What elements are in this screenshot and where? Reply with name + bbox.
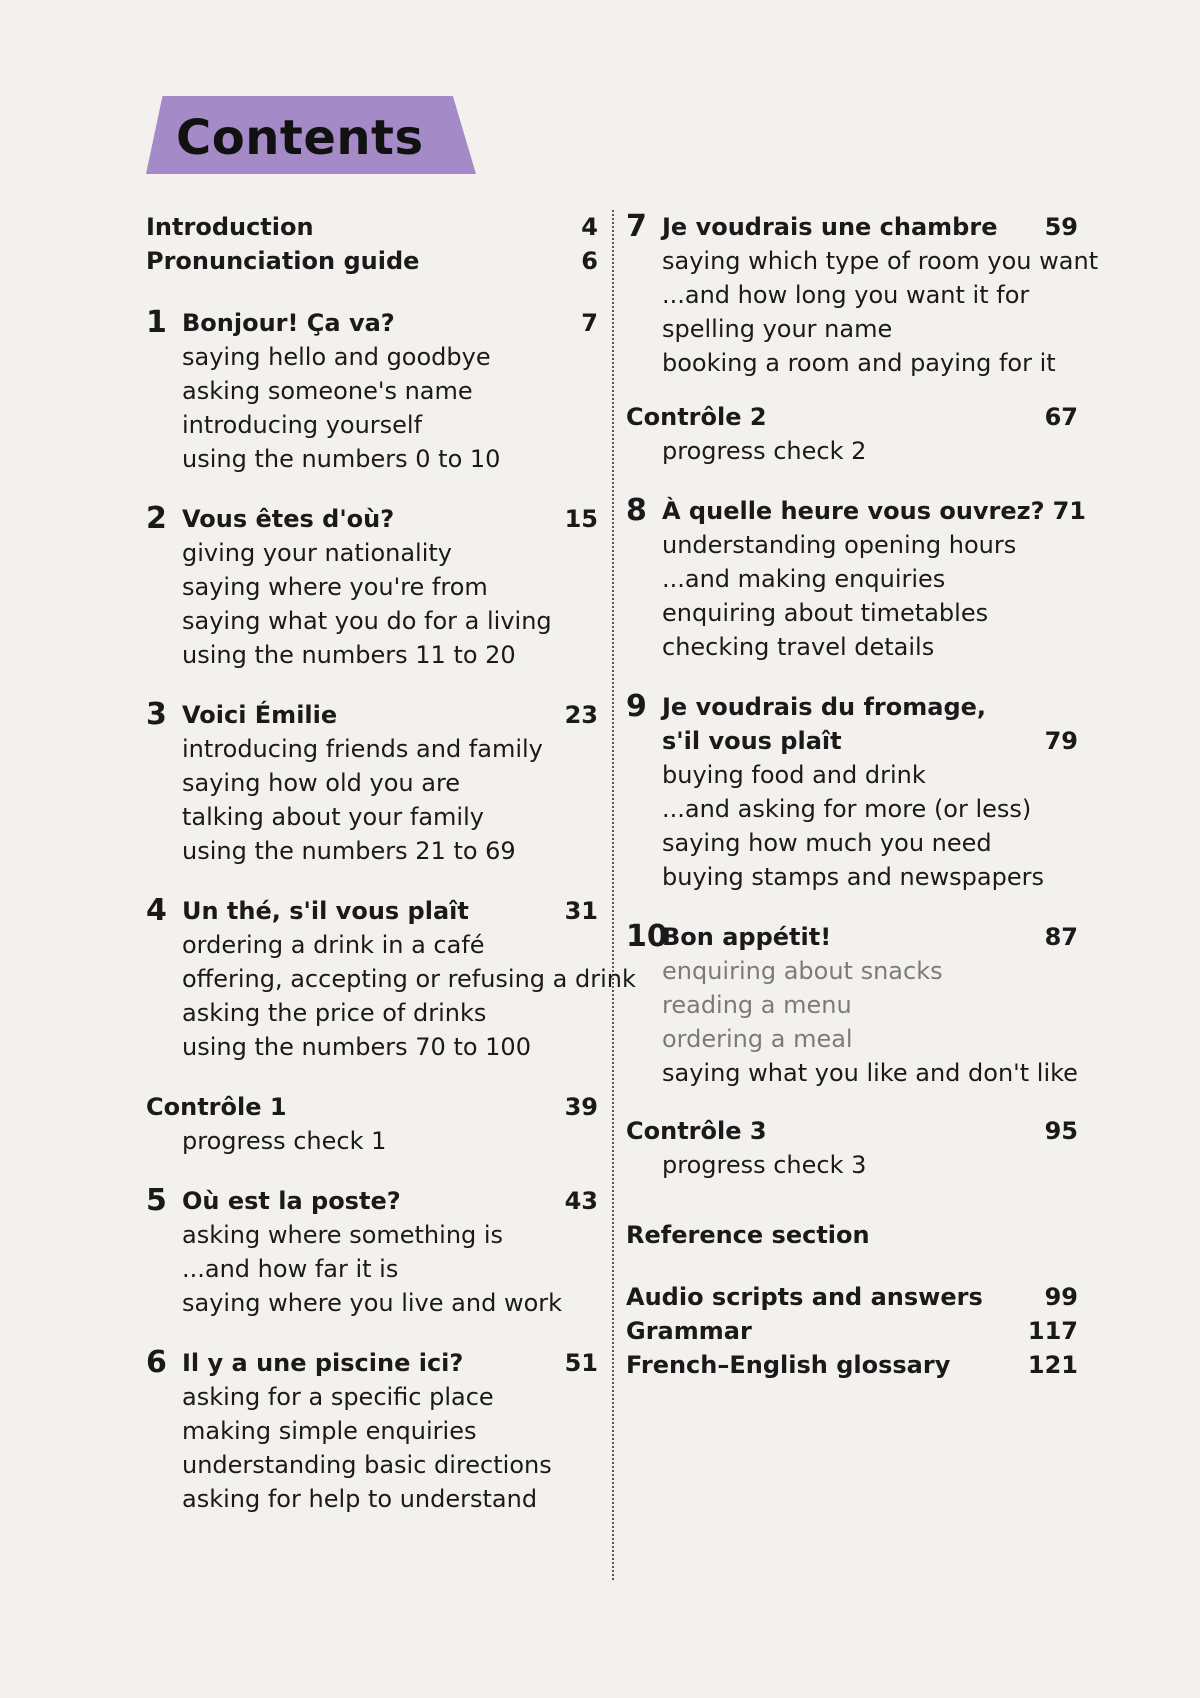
toc-entry[interactable]: [626, 400, 1078, 468]
page-number: 121: [1027, 1351, 1078, 1379]
page-number: 99: [1044, 1283, 1078, 1311]
entry-subitem: understanding opening hours: [662, 531, 1017, 559]
entry-subitem: enquiring about timetables: [662, 599, 989, 627]
chapter-number: 9: [626, 689, 647, 724]
toc-entry[interactable]: [146, 893, 636, 1064]
entry-subitem: introducing yourself: [182, 411, 423, 439]
entry-subitem: ...and how long you want it for: [662, 281, 1030, 309]
page-number: 43: [564, 1187, 598, 1215]
toc-entry-row: [146, 502, 598, 536]
toc-entry[interactable]: [626, 1280, 1078, 1314]
entry-subitem: checking travel details: [662, 633, 935, 661]
page-number: 6: [581, 247, 598, 275]
entry-subitem: booking a room and paying for it: [662, 349, 1056, 377]
entry-subitem: asking for help to understand: [182, 1485, 538, 1513]
toc-entry-row: [626, 400, 1078, 434]
entry-subitem: asking someone's name: [182, 377, 473, 405]
entry-subitem: saying where you're from: [182, 573, 488, 601]
entry-title[interactable]: Un thé, s'il vous plaît: [182, 897, 469, 925]
entry-subitem: asking for a specific place: [182, 1383, 494, 1411]
right-column: [626, 209, 1099, 1382]
entry-title[interactable]: Il y a une piscine ici?: [182, 1349, 464, 1377]
chapter-number: 7: [626, 209, 647, 244]
entry-title[interactable]: Je voudrais une chambre: [662, 213, 998, 241]
page-number: 7: [581, 309, 598, 337]
entry-subitem: asking where something is: [182, 1221, 504, 1249]
entry-subitem: giving your nationality: [182, 539, 452, 567]
entry-subitem: ...and how far it is: [182, 1255, 399, 1283]
entry-title[interactable]: Où est la poste?: [182, 1187, 401, 1215]
toc-entry-row: [146, 244, 598, 278]
toc-entry-row: [626, 1314, 1078, 1348]
page-number: 23: [564, 701, 598, 729]
chapter-number: 1: [146, 305, 167, 340]
page-number: 71: [1052, 497, 1086, 525]
entry-subitem: buying food and drink: [662, 761, 926, 789]
entry-subitem: reading a menu: [662, 991, 852, 1019]
entry-subitem: ...and asking for more (or less): [662, 795, 1032, 823]
page-number: 4: [581, 213, 598, 241]
entry-subitem: using the numbers 11 to 20: [182, 641, 516, 669]
entry-subitem: asking the price of drinks: [182, 999, 487, 1027]
page-number: 79: [1044, 727, 1078, 755]
entry-subitem: progress check 1: [182, 1127, 387, 1155]
toc-entry[interactable]: [146, 1346, 598, 1516]
toc-entry-row: [626, 210, 1078, 244]
entry-subitem: offering, accepting or refusing a drink: [182, 965, 636, 993]
toc-entry-row: [146, 306, 598, 340]
page-number: 15: [564, 505, 598, 533]
entry-title[interactable]: Contrôle 1: [146, 1093, 287, 1121]
chapter-number: 10: [626, 919, 668, 954]
chapter-number: 5: [146, 1183, 167, 1218]
entry-subitem: buying stamps and newspapers: [662, 863, 1044, 891]
toc-entry-row: [626, 1280, 1078, 1314]
entry-title[interactable]: Bonjour! Ça va?: [182, 309, 395, 337]
entry-subitem: progress check 2: [662, 437, 867, 465]
entry-title[interactable]: Contrôle 3: [626, 1117, 767, 1145]
page-number: 67: [1044, 403, 1078, 431]
entry-subitem: ordering a meal: [662, 1025, 853, 1053]
left-column: [146, 210, 636, 1516]
toc-entry[interactable]: [146, 502, 598, 672]
entry-subitem: saying where you live and work: [182, 1289, 563, 1317]
entry-subitem: using the numbers 0 to 10: [182, 445, 501, 473]
page-number: 59: [1044, 213, 1078, 241]
entry-title[interactable]: À quelle heure vous ouvrez?: [662, 497, 1045, 525]
page-number: 31: [564, 897, 598, 925]
toc-entry-row: [146, 698, 598, 732]
toc-entry-row: [626, 920, 1078, 954]
toc-entry[interactable]: [146, 698, 598, 868]
dotted-divider: [612, 210, 614, 1580]
toc-entry[interactable]: [626, 1114, 1078, 1182]
entry-title[interactable]: Audio scripts and answers: [626, 1283, 983, 1311]
toc-entry[interactable]: [626, 209, 1099, 380]
toc-entry-row: [626, 1114, 1078, 1148]
toc-entry[interactable]: [626, 1218, 1078, 1252]
entry-title[interactable]: Pronunciation guide: [146, 247, 420, 275]
toc-entry-row: [626, 1218, 1078, 1252]
entry-subitem: saying which type of room you want: [662, 247, 1099, 275]
toc-entry-row: [626, 724, 1078, 758]
toc-entry[interactable]: [146, 1090, 598, 1158]
toc-entry-row: [146, 1346, 598, 1380]
entry-subitem: saying what you like and don't like: [662, 1059, 1078, 1087]
toc-entry[interactable]: [146, 1184, 598, 1320]
toc-entry-row: [146, 210, 598, 244]
page-number: 95: [1044, 1117, 1078, 1145]
entry-subitem: understanding basic directions: [182, 1451, 552, 1479]
entry-title[interactable]: Bon appétit!: [662, 923, 832, 951]
entry-title[interactable]: French–English glossary: [626, 1351, 951, 1379]
chapter-number: 2: [146, 501, 167, 536]
entry-subitem: using the numbers 70 to 100: [182, 1033, 531, 1061]
toc-entry[interactable]: [146, 306, 598, 476]
entry-subitem: saying how old you are: [182, 769, 461, 797]
entry-title[interactable]: Je voudrais du fromage,: [662, 693, 987, 721]
toc-entry-row: [626, 690, 1078, 724]
page-number: 87: [1044, 923, 1078, 951]
entry-subitem: ...and making enquiries: [662, 565, 946, 593]
entry-title[interactable]: Introduction: [146, 213, 314, 241]
chapter-number: 6: [146, 1345, 167, 1380]
entry-subitem: enquiring about snacks: [662, 957, 943, 985]
entry-subitem: spelling your name: [662, 315, 893, 343]
toc-entry-row: [146, 1090, 598, 1124]
entry-title[interactable]: Voici Émilie: [182, 701, 338, 729]
entry-subitem: using the numbers 21 to 69: [182, 837, 516, 865]
entry-subitem: saying what you do for a living: [182, 607, 552, 635]
entry-subitem: progress check 3: [662, 1151, 867, 1179]
entry-subitem: making simple enquiries: [182, 1417, 477, 1445]
entry-subitem: talking about your family: [182, 803, 484, 831]
entry-title[interactable]: Contrôle 2: [626, 403, 767, 431]
contents-heading: Contents: [176, 110, 424, 166]
entry-title[interactable]: Grammar: [626, 1317, 752, 1345]
chapter-number: 4: [146, 893, 167, 928]
toc-entry[interactable]: [626, 920, 1078, 1090]
toc-entry[interactable]: [146, 210, 598, 244]
entry-subitem: saying how much you need: [662, 829, 992, 857]
toc-entry-row: [626, 493, 1086, 528]
entry-title[interactable]: Vous êtes d'où?: [182, 505, 395, 533]
toc-entry[interactable]: [626, 1314, 1078, 1348]
toc-entry[interactable]: [626, 493, 1086, 664]
toc-entry[interactable]: [146, 244, 598, 278]
entry-subitem: saying hello and goodbye: [182, 343, 491, 371]
chapter-number: 8: [626, 493, 647, 528]
entry-title-line2[interactable]: s'il vous plaît: [662, 727, 842, 755]
page-number: 117: [1027, 1317, 1078, 1345]
toc-entry[interactable]: [626, 690, 1078, 894]
page-number: 51: [564, 1349, 598, 1377]
entry-subitem: ordering a drink in a café: [182, 931, 485, 959]
entry-subitem: introducing friends and family: [182, 735, 543, 763]
chapter-number: 3: [146, 697, 167, 732]
entry-title[interactable]: Reference section: [626, 1221, 870, 1249]
toc-entry-row: [146, 1184, 598, 1218]
page-number: 39: [564, 1093, 598, 1121]
toc-entry[interactable]: [626, 1348, 1078, 1382]
toc-entry-row: [626, 1348, 1078, 1382]
toc-entry-row: [146, 894, 598, 928]
